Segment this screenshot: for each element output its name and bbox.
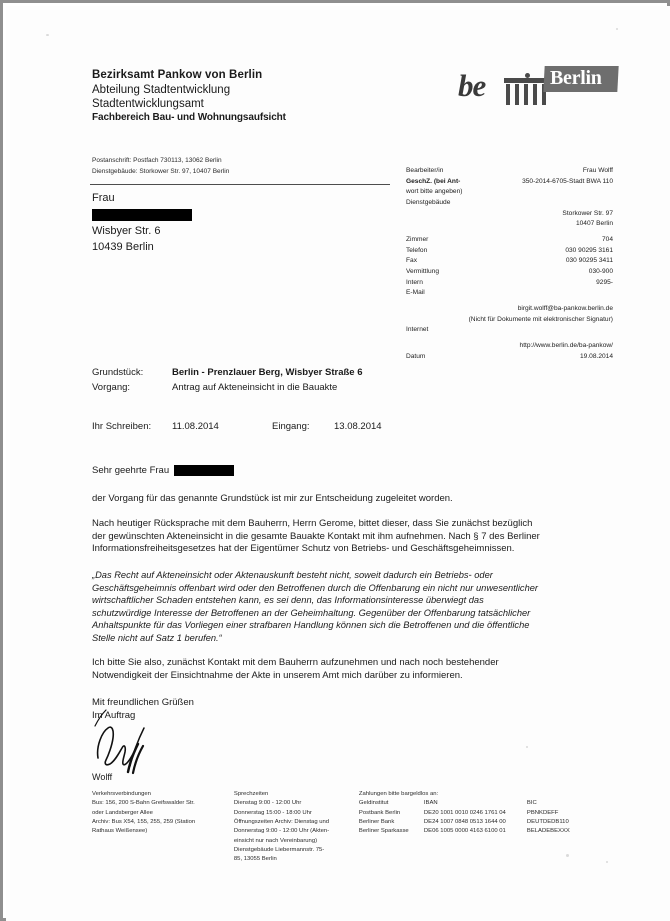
bearbeiter-value: Frau Wolff (582, 167, 613, 174)
logo-be-text: be (458, 68, 486, 103)
recipient-city: 10439 Berlin (92, 240, 154, 253)
scan-speck (616, 28, 618, 30)
sender-office-address: Dienstgebäude: Storkower Str. 97, 10407 Berlin (92, 167, 230, 175)
subject-row-property (92, 366, 363, 381)
vorgang-value: Antrag auf Akteneinsicht in die Bauakte (172, 381, 338, 393)
footer-payments-column (359, 790, 592, 865)
brandenburg-gate-icon (504, 78, 548, 106)
bank-iban: DE06 1005 0000 4163 6100 01 (423, 828, 506, 835)
dienstgebaeude-street: Storkower Str. 97 (562, 209, 613, 217)
grundstueck-value: Berlin - Prenzlauer Berg, Wisbyer Straße 6 (172, 367, 363, 378)
grundstueck-label: Grundstück: (92, 367, 144, 378)
transport-line-1: Bus: 156, 200 S-Bahn Greifswalder Str. (92, 800, 195, 807)
email-value[interactable]: birgit.wolff@ba-pankow.berlin.de (517, 305, 613, 313)
transport-line-2: oder Landsberger Allee (92, 809, 153, 816)
transport-title: Verkehrsverbindungen (92, 791, 151, 797)
bank-bic: BELADEBEXXX (526, 828, 570, 835)
scan-speck (606, 861, 608, 863)
intern-label: Intern (406, 278, 423, 286)
correspondence-reference-block (92, 421, 382, 432)
sender-postal-address: Postanschrift: Postfach 730113, 13062 Berlin (92, 157, 222, 164)
contact-details-panel (406, 166, 613, 362)
closing-block (92, 697, 194, 723)
geschz-value: 350-2014-6705-Stadt BWA 110 (522, 177, 613, 185)
bank-row (359, 818, 592, 827)
vermittlung-label: Vermittlung (406, 268, 439, 276)
closing-greeting: Mit freundlichen Grüßen (92, 697, 194, 708)
letterhead-division: Fachbereich Bau- und Wohnungsaufsicht (92, 112, 286, 124)
contact-row-intern (406, 278, 613, 289)
recipient-street: Wisbyer Str. 6 (92, 224, 161, 237)
ihr-schreiben-value: 11.08.2014 (172, 421, 219, 432)
contact-row-bearbeiter (406, 166, 613, 177)
hours-line-7: 85, 13055 Berlin (233, 856, 277, 863)
salutation-name-redaction-bar (174, 465, 234, 476)
bank-row (359, 827, 592, 836)
intern-value: 9295- (596, 278, 613, 286)
page-sheet (6, 6, 670, 921)
be-berlin-logo (458, 64, 618, 109)
hours-line-3: Öffnungszeiten Archiv: Dienstag und (233, 818, 330, 825)
footer-transport-column (92, 790, 234, 865)
contact-row-zimmer (406, 235, 613, 246)
fax-value: 030 90295 3411 (565, 257, 613, 265)
body-paragraph-3: Ich bitte Sie also, zunächst Kontakt mit dem Bauherrn aufzunehmen und nach noch bestehender Notwendigkeit der Einsichtnahme der Akte in unserem Amt mich darüber zu informieren. (92, 657, 499, 681)
vorgang-label: Vorgang: (92, 381, 131, 393)
body-paragraph-2: Nach heutiger Rücksprache mit dem Bauherrn, Herrn Gerome, bittet dieser, dass Sie zunächst bezüglich der gewünschten Akteneinsicht in die gesamte Bauakte Kontakt mit ihm aufnehmen. Nach § 7 des Berliner Informationsfreiheitsgesetzes hat der Eigentümer Schutz von Betriebs- und Geschäftsgeheimnissen. (92, 518, 540, 555)
transport-line-3: Archiv: Bus X54, 155, 255, 259 (Station (92, 818, 196, 825)
body-paragraph-1: der Vorgang für das genannte Grundstück ist mir zur Entscheidung zugeleitet worden. (92, 493, 453, 504)
internet-value[interactable]: http://www.berlin.de/ba-pankow/ (519, 342, 613, 350)
footer-hours-column (234, 790, 359, 865)
telefon-value: 030 90295 3161 (565, 246, 613, 254)
scan-speck (46, 34, 49, 36)
letterhead-office: Stadtentwicklungsamt (92, 98, 204, 111)
hours-line-1: Dienstag 9:00 - 12:00 Uhr (233, 800, 302, 807)
bank-bic: DEUTDEDB110 (526, 818, 569, 825)
contact-row-telefon (406, 246, 613, 257)
hours-line-4: Donnerstag 9:00 - 12:00 Uhr (Akten- (233, 828, 330, 835)
bank-iban: DE24 1007 0848 0513 1644 00 (423, 818, 506, 825)
datum-label: Datum (406, 352, 426, 360)
eingang-value: 13.08.2014 (334, 421, 382, 432)
telefon-label: Telefon (406, 246, 428, 254)
bank-bic: PBNKDEFF (526, 809, 559, 816)
payments-title: Zahlungen bitte bargeldlos an: (358, 791, 439, 797)
letterhead (92, 68, 286, 125)
closing-by-order: Im Auftrag (92, 709, 136, 721)
geschz-label: GeschZ. (bei Ant- (406, 177, 461, 185)
sender-divider-rule (90, 184, 390, 185)
page-footer (92, 790, 592, 865)
sender-small-print (92, 156, 229, 177)
correspondence-row (92, 421, 382, 432)
bank-col-iban: IBAN (423, 800, 438, 807)
fax-label: Fax (406, 257, 417, 265)
subject-row-matter (92, 381, 363, 396)
bearbeiter-label: Bearbeiter/in (406, 167, 444, 174)
eingang-label: Eingang: (272, 421, 310, 432)
contact-row-fax (406, 256, 613, 267)
zimmer-label: Zimmer (406, 236, 429, 244)
recipient-name-redaction-bar (92, 209, 192, 221)
vermittlung-value: 030-900 (588, 268, 613, 276)
bank-col-institute: Geldinstitut (358, 800, 389, 807)
subject-block (92, 366, 363, 395)
scan-speck (526, 746, 528, 748)
email-label: E-Mail (406, 289, 425, 297)
salutation-text: Sehr geehrte Frau (92, 465, 170, 476)
recipient-salutation: Frau (92, 192, 115, 204)
signer-name: Wolff (92, 772, 113, 782)
contact-row-datum (406, 352, 613, 363)
bank-header-row (359, 799, 592, 808)
transport-line-4: Rathaus Weißensee) (92, 828, 148, 835)
dienstgebaeude-city: 10407 Berlin (575, 220, 613, 228)
bank-col-bic: BIC (526, 800, 537, 807)
letterhead-department: Abteilung Stadtentwicklung (92, 83, 231, 96)
contact-row-vermittlung (406, 267, 613, 278)
hours-title: Sprechzeiten (233, 791, 269, 797)
datum-value: 19.08.2014 (579, 352, 613, 360)
dienstgebaeude-label: Dienstgebäude (406, 199, 451, 207)
bank-row (359, 809, 592, 818)
internet-label: Internet (406, 326, 429, 334)
recipient-address-block (92, 191, 192, 256)
geschz-label-continued: wort bitte angeben) (406, 188, 463, 196)
bank-iban: DE20 1001 0010 0246 1761 04 (423, 809, 506, 816)
body-salutation (92, 465, 234, 476)
bank-institute: Berliner Sparkasse (358, 828, 409, 835)
zimmer-value: 704 (601, 236, 613, 244)
ihr-schreiben-label: Ihr Schreiben: (92, 421, 152, 432)
letterhead-authority: Bezirksamt Pankow von Berlin (92, 69, 263, 81)
hours-line-2: Donnerstag 15:00 - 18:00 Uhr (233, 809, 312, 816)
contact-row-geschz (406, 177, 613, 188)
hours-line-6: Dienstgebäude Liebermannstr. 75- (233, 846, 325, 853)
email-signature-note: (Nicht für Dokumente mit elektronischer Signatur) (468, 315, 613, 323)
bank-institute: Postbank Berlin (358, 809, 401, 816)
logo-berlin-text: Berlin (550, 67, 602, 89)
hours-line-5: einsicht nur nach Vereinbarung) (233, 837, 318, 844)
body-legal-quote: „Das Recht auf Akteneinsicht oder Aktenauskunft besteht nicht, soweit dadurch ein Betriebs- oder Geschäftsgeheimnis offenbart wird oder den Betroffenen durch die Offenbarung ein nicht nur unwesentlicher wirtschaftlicher Schaden entstehen kann, es sei denn, das Informationsinteresse überwiegt das schutzwürdige Interesse der Betroffenen an der Geheimhaltung. Gegenüber der Offenbarung tatsächlicher Anhaltspunkte für das Vorliegen einer strafbaren Handlung können sich die Betroffenen und die öffentliche Stelle nicht auf Satz 1 berufen.“ (92, 570, 539, 643)
bank-institute: Berliner Bank (358, 818, 395, 825)
